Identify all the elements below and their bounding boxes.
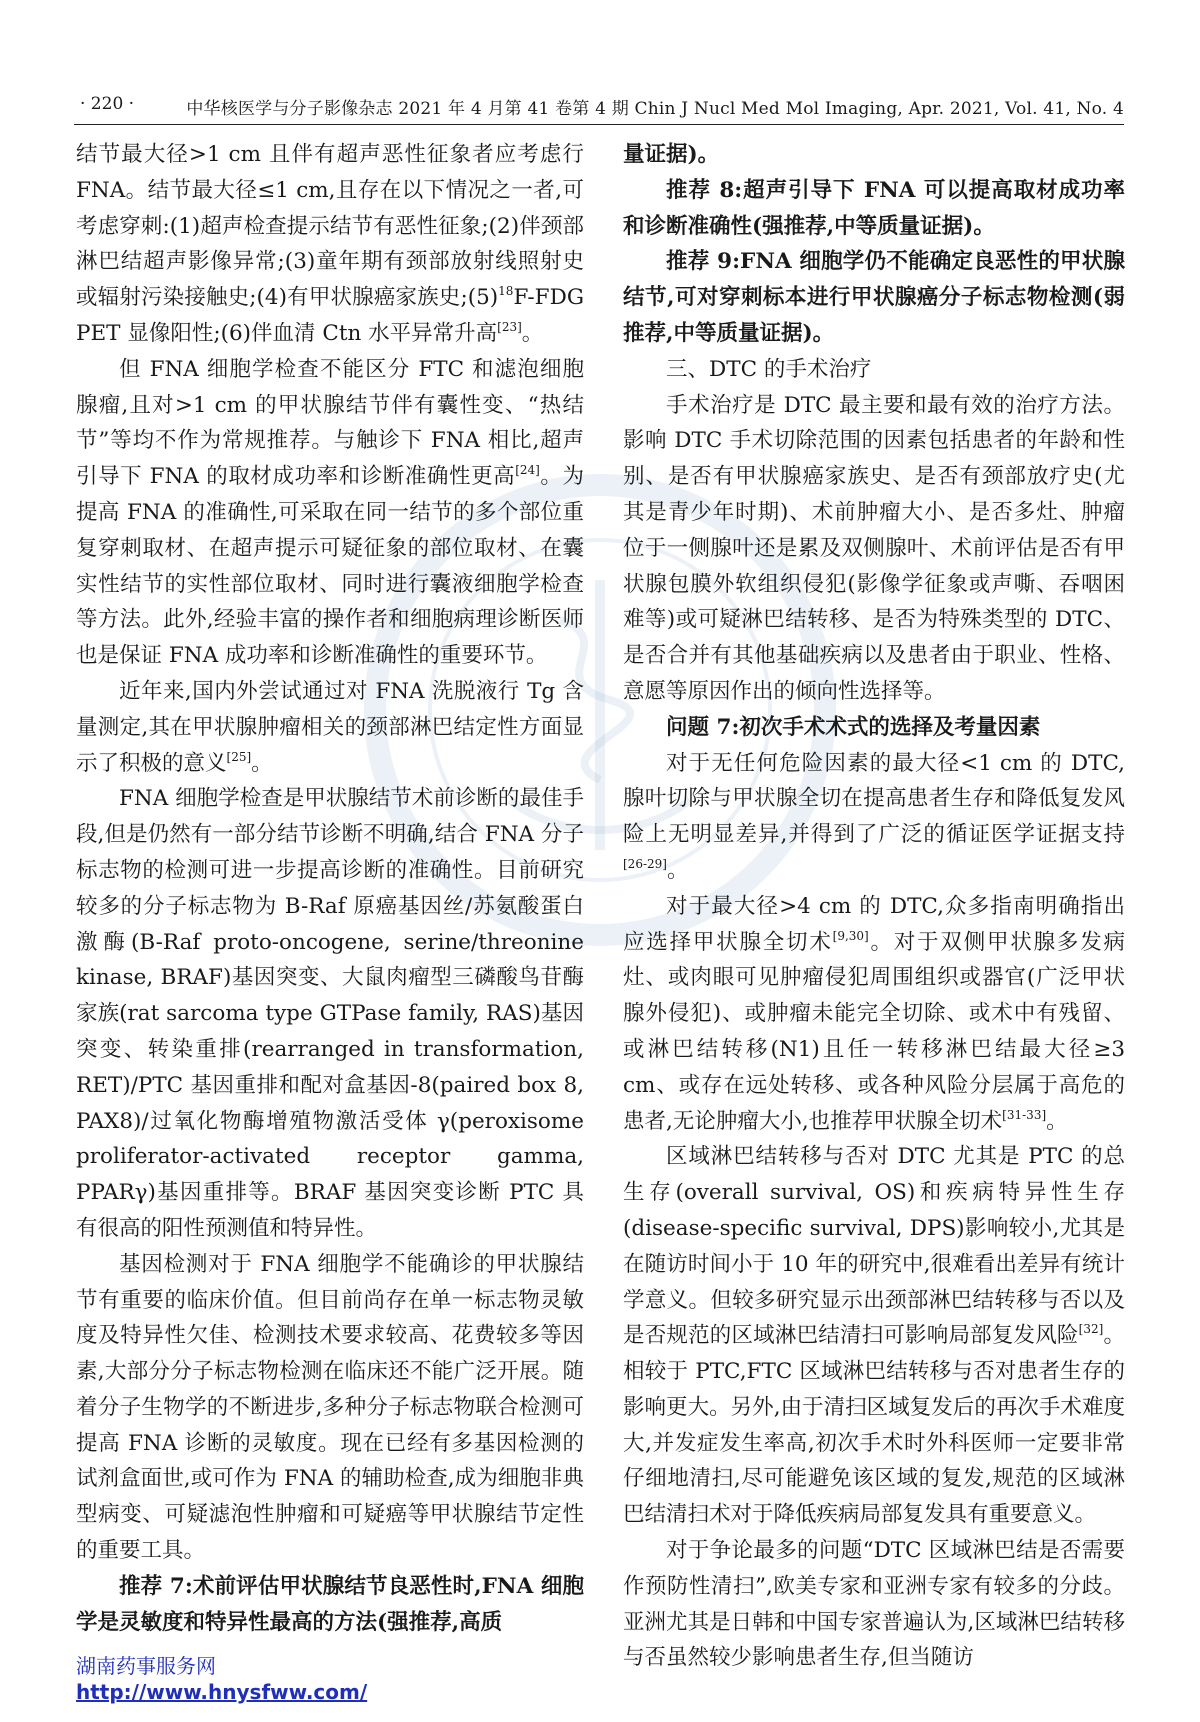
paragraph: 但 FNA 细胞学检查不能区分 FTC 和滤泡细胞腺瘤,且对>1 cm 的甲状腺结节伴有囊性变、“热结节”等均不作为常规推荐。与触诊下 FNA 相比,超声引导下 FNA 的取材成功率和诊断准确性更高[24]。为提高 FNA 的准确性,可采取在同一结节的多个部位重复穿刺取材、在超声提示可疑征象的部位取材、在囊实性结节的实性部位取材、同时进行囊液细胞学检查等方法。此外,经验丰富的操作者和细胞病理诊断医师也是保证 FNA 成功率和诊断准确性的重要环节。 bbox=[76, 356, 584, 669]
site-url-link[interactable]: http://www.hnysfww.com/ bbox=[76, 1680, 368, 1704]
paragraph: 区域淋巴结转移与否对 DTC 尤其是 PTC 的总生存(overall survival, OS)和疾病特异性生存(disease-specific survival, DPS)影响较小,尤其是在随访时间小于 10 年的研究中,很难看出差异有统计学意义。但较多研究显示出颈部淋巴结转移与否以及是否规范的区域淋巴结清扫可影响局部复发风险[32]。相较于 PTC,FTC 区域淋巴结转移与否对患者生存的影响更大。另外,由于清扫区域复发后的再次手术难度大,并发症发生率高,初次手术时外科医师一定要非常仔细地清扫,尽可能避免该区域的复发,规范的区域淋巴结清扫术对于降低疾病局部复发具有重要意义。 bbox=[623, 1144, 1125, 1528]
recommendation-9: 推荐 9:FNA 细胞学仍不能确定良恶性的甲状腺结节,可对穿刺标本进行甲状腺癌分子标志物检测(弱推荐,中等质量证据)。 bbox=[623, 249, 1125, 346]
page-number: · 220 · bbox=[80, 94, 135, 114]
recommendation-8: 推荐 8:超声引导下 FNA 可以提高取材成功率和诊断准确性(强推荐,中等质量证据)。 bbox=[623, 177, 1125, 239]
recommendation-7-continued: 量证据)。 bbox=[623, 142, 720, 167]
site-name: 湖南药事服务网 bbox=[76, 1654, 216, 1678]
question-7-heading: 问题 7:初次手术术式的选择及考量因素 bbox=[666, 714, 1041, 740]
paragraph: 手术治疗是 DTC 最主要和最有效的治疗方法。影响 DTC 手术切除范围的因素包括患者的年龄和性别、是否有甲状腺癌家族史、是否有颈部放疗史(尤其是青少年时期)、术前肿瘤大小、是否多灶、肿瘤位于一侧腺叶还是累及双侧腺叶、术前评估是否有甲状腺包膜外软组织侵犯(影像学征象或声嘶、吞咽困难等)或可疑淋巴结转移、是否为特殊类型的 DTC、是否合并有其他基础疾病以及患者由于职业、性格、意愿等原因作出的倾向性选择等。 bbox=[623, 392, 1125, 704]
journal-citation: 中华核医学与分子影像杂志 2021 年 4 月第 41 卷第 4 期 Chin J Nucl Med Mol Imaging, Apr. 2021, Vol. 41, No. 4 bbox=[186, 99, 1124, 119]
recommendation-7: 推荐 7:术前评估甲状腺结节良恶性时,FNA 细胞学是灵敏度和特异性最高的方法(强推荐,高质 bbox=[76, 1573, 584, 1635]
paragraph: 结节最大径>1 cm 且伴有超声恶性征象者应考虑行 FNA。结节最大径≤1 cm,且存在以下情况之一者,可考虑穿刺:(1)超声检查提示结节有恶性征象;(2)伴颈部淋巴结超声影像异常;(3)童年期有颈部放射线照射史或辐射污染接触史;(4)有甲状腺癌家族史$;(5)^{18}F$-FDG PET 显像阳性;(6)伴血清 Ctn 水平异常升高[23]。 bbox=[76, 142, 584, 346]
paragraph: 对于争论最多的问题“DTC 区域淋巴结是否需要作预防性清扫”,欧美专家和亚洲专家有较多的分歧。亚洲尤其是日韩和中国专家普遍认为,区域淋巴结转移与否虽然较少影响患者生存,但当随访 bbox=[623, 1538, 1125, 1671]
source-footer bbox=[76, 1653, 367, 1705]
paragraph: 近年来,国内外尝试通过对 FNA 洗脱液行 Tg 含量测定,其在甲状腺肿瘤相关的颈部淋巴结定性方面显示了积极的意义[25]。 bbox=[76, 678, 584, 776]
running-header bbox=[74, 94, 1124, 125]
section-heading: 三、DTC 的手术治疗 bbox=[666, 356, 872, 382]
paragraph: 基因检测对于 FNA 细胞学不能确诊的甲状腺结节有重要的临床价值。但目前尚存在单一标志物灵敏度及特异性欠佳、检测技术要求较高、花费较多等因素,大部分分子标志物检测在临床还不能广泛开展。随着分子生物学的不断进步,多种分子标志物联合检测可提高 FNA 诊断的灵敏度。现在已经有多基因检测的试剂盒面世,或可作为 FNA 的辅助检查,成为细胞非典型病变、可疑滤泡性肿瘤和可疑癌等甲状腺结节定性的重要工具。 bbox=[76, 1251, 584, 1564]
right-column bbox=[623, 137, 1125, 1676]
left-column bbox=[76, 137, 584, 1640]
paragraph: 对于最大径>4 cm 的 DTC,众多指南明确指出应选择甲状腺全切术[9,30]。对于双侧甲状腺多发病灶、或肉眼可见肿瘤侵犯周围组织或器官(广泛甲状腺外侵犯)、或肿瘤未能完全切除、或术中有残留、或淋巴结转移(N1)且任一转移淋巴结最大径≥3 cm、或存在远处转移、或各种风险分层属于高危的患者,无论肿瘤大小,也推荐甲状腺全切术[31-33]。 bbox=[623, 893, 1125, 1134]
paragraph: FNA 细胞学检查是甲状腺结节术前诊断的最佳手段,但是仍然有一部分结节诊断不明确,结合 FNA 分子标志物的检测可进一步提高诊断的准确性。目前研究较多的分子标志物为 B-Raf 原癌基因丝/苏氨酸蛋白激酶(B-Raf proto-oncogene, serine/threonine kinase, BRAF)基因突变、大鼠肉瘤型三磷酸鸟苷酶家族(rat sarcoma type GTPase family, RAS)基因突变、转染重排(rearranged in transformation, RET)/PTC 基因重排和配对盒基因-8(paired box 8, PAX8)/过氧化物酶增殖物激活受体 γ(peroxisome proliferator-activated receptor gamma, PPARγ)基因重排等。BRAF 基因突变诊断 PTC 具有很高的阳性预测值和特异性。 bbox=[76, 786, 584, 1241]
paragraph: 对于无任何危险因素的最大径<1 cm 的 DTC,腺叶切除与甲状腺全切在提高患者生存和降低复发风险上无明显差异,并得到了广泛的循证医学证据支持[26-29]。 bbox=[623, 750, 1125, 883]
